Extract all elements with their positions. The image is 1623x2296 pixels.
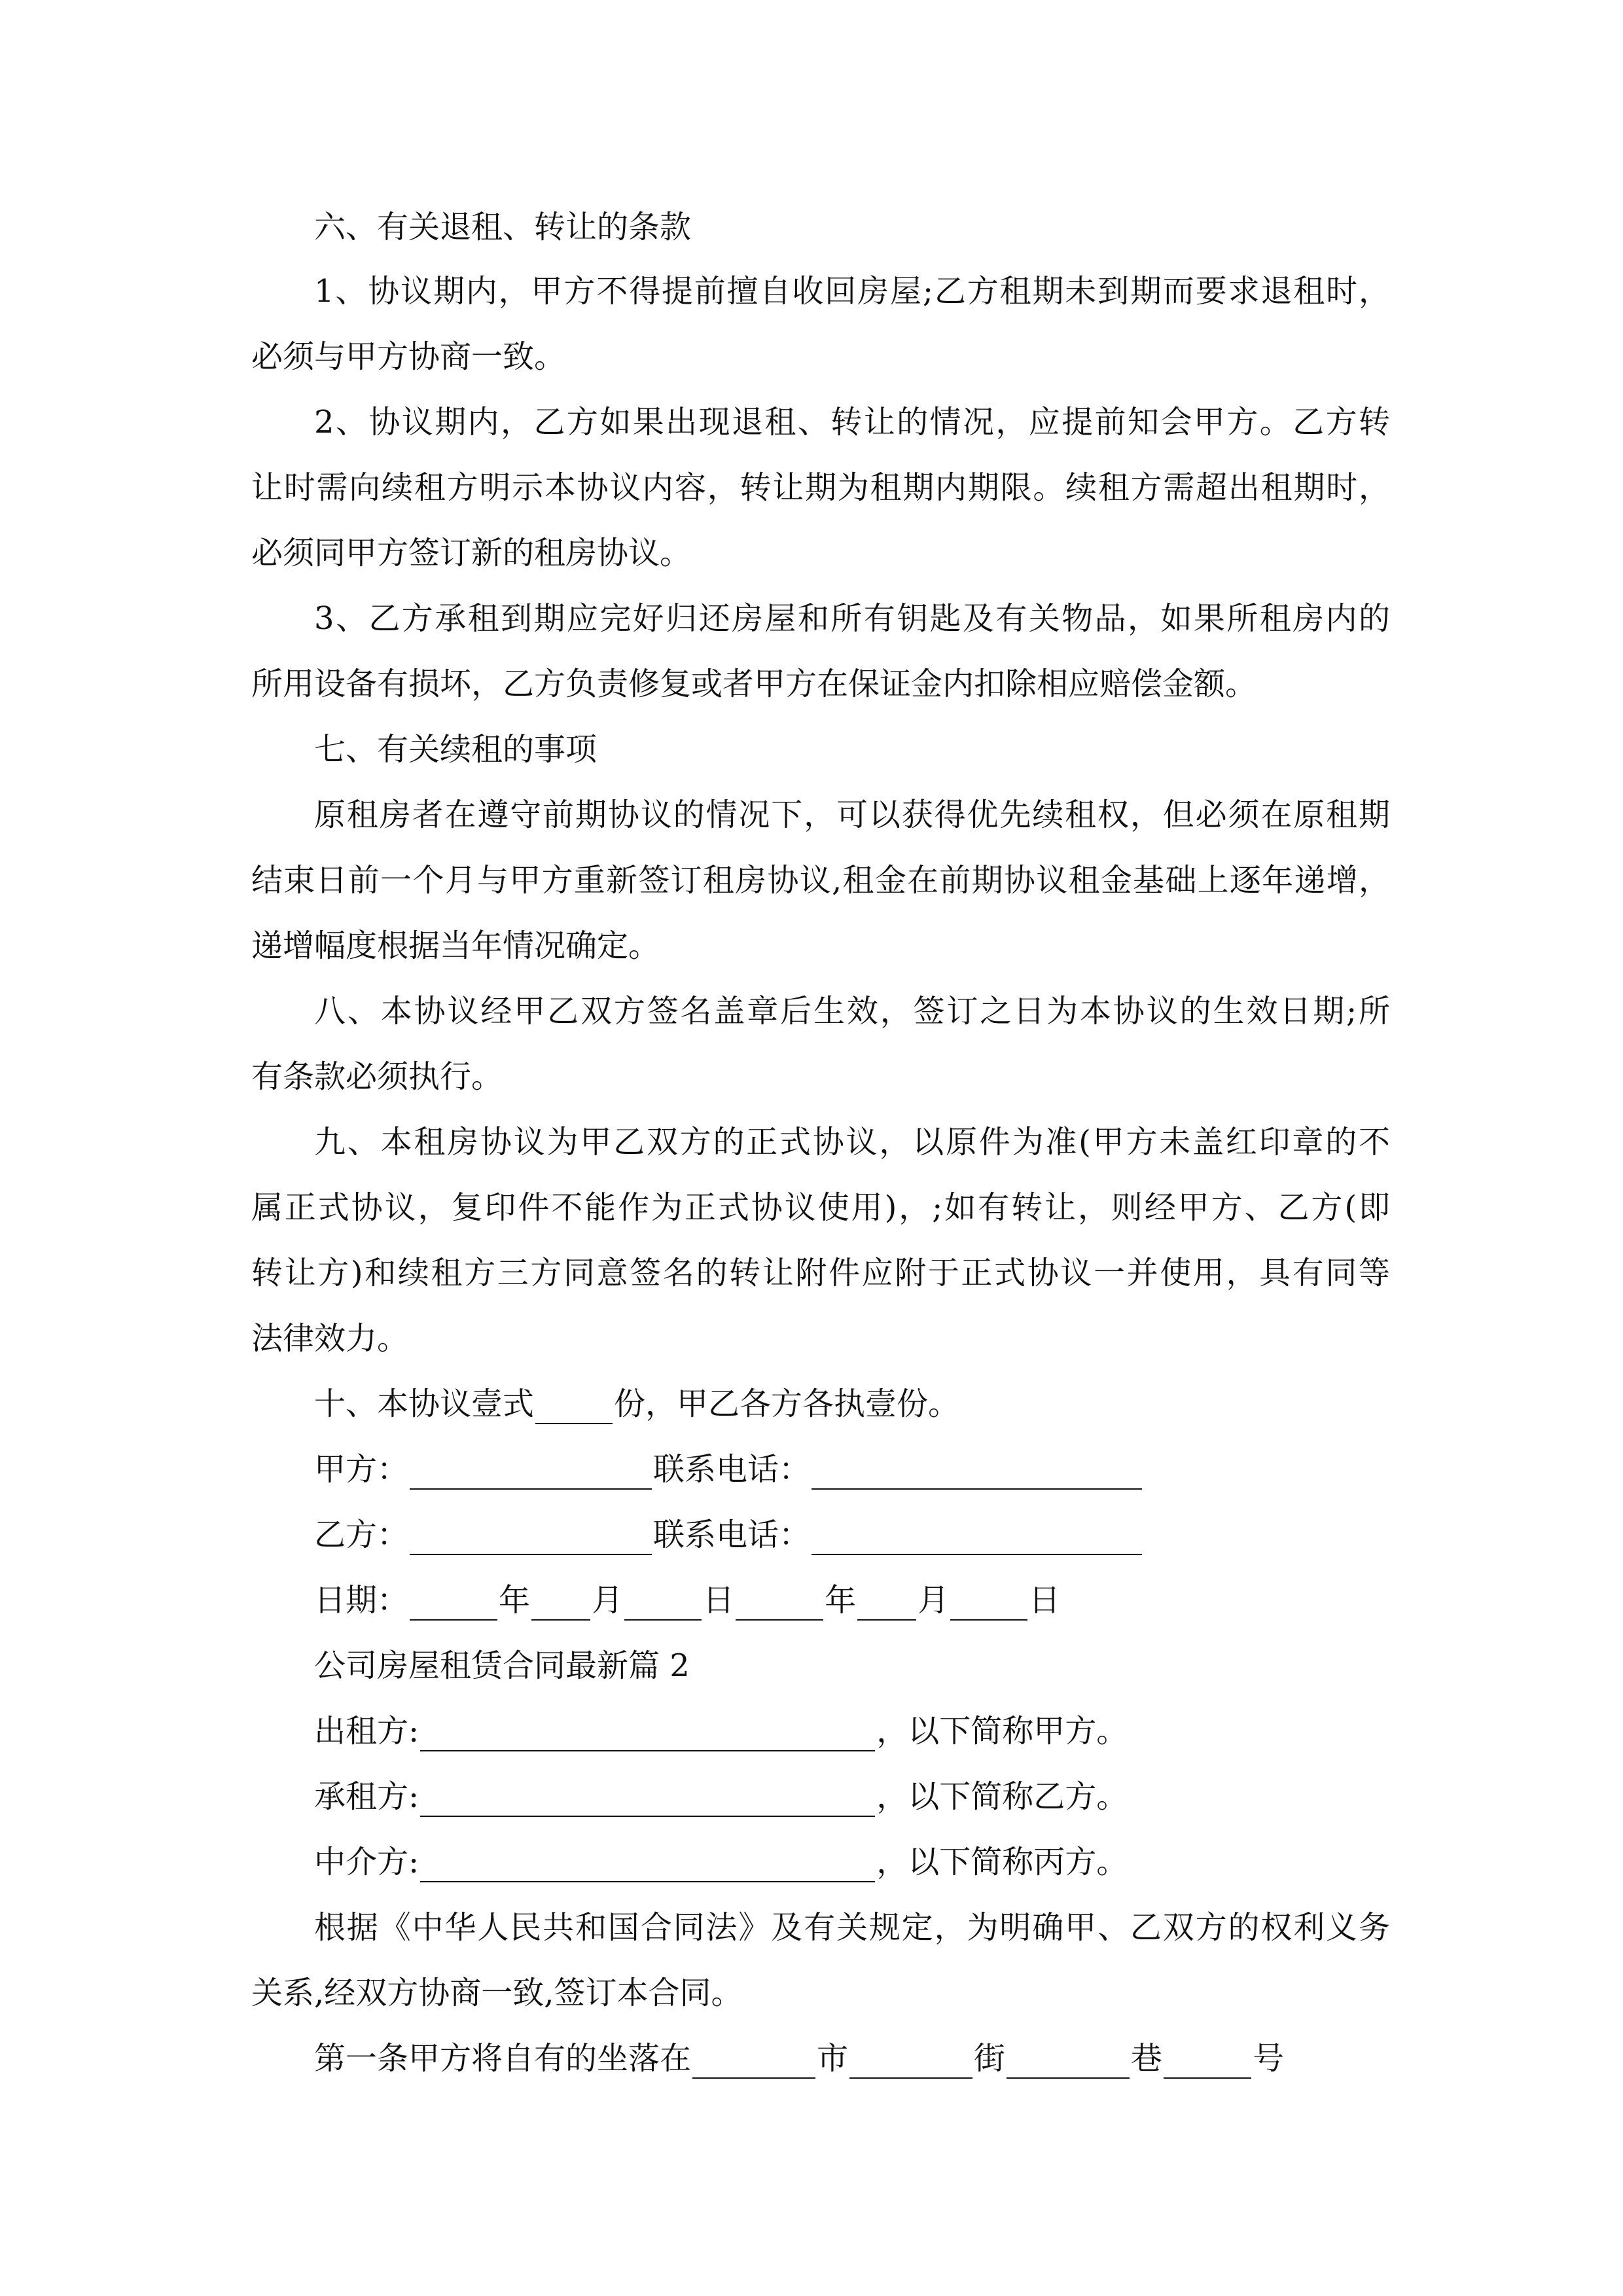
party-b-phone-blank[interactable] (812, 1521, 1142, 1555)
section-9-line-1: 九、本租房协议为甲乙双方的正式协议，以原件为准(甲方未盖红印章的不 (314, 1124, 1390, 1160)
section-6-clause-3-line-2: 所用设备有损坏，乙方负责修复或者甲方在保证金内扣除相应赔偿金额。 (251, 666, 1257, 702)
party-b-signature-row (314, 1515, 1390, 1555)
section-6-clause-3-line-1: 3、乙方承租到期应完好归还房屋和所有钥匙及有关物品，如果所租房内的 (314, 600, 1390, 637)
preamble-line-1: 根据《中华人民共和国合同法》及有关规定，为明确甲、乙双方的权利义务 (314, 1909, 1390, 1946)
section-9-line-2: 属正式协议，复印件不能作为正式协议使用)，;如有转让，则经甲方、乙方(即 (251, 1189, 1390, 1226)
contract-2-title: 公司房屋租赁合同最新篇 2 (314, 1647, 690, 1684)
city-label: 市 (817, 2040, 849, 2077)
lessee-suffix: ，以下简称乙方。 (876, 1778, 1128, 1815)
section-7-line-3: 递增幅度根据当年情况确定。 (251, 927, 660, 964)
day-blank-2[interactable] (950, 1587, 1027, 1621)
year-blank-2[interactable] (736, 1587, 823, 1621)
section-8-line-1: 八、本协议经甲乙双方签名盖章后生效，签订之日为本协议的生效日期;所 (314, 993, 1390, 1030)
article-1-prefix: 第一条甲方将自有的坐落在 (314, 2040, 692, 2077)
section-6-clause-2-line-1: 2、协议期内，乙方如果出现退租、转让的情况，应提前知会甲方。乙方转 (314, 404, 1390, 440)
agent-row (314, 1842, 1390, 1882)
lessee-label: 承租方: (314, 1778, 419, 1815)
month-label-1: 月 (592, 1582, 624, 1619)
lessor-suffix: ，以下简称甲方。 (876, 1713, 1128, 1749)
month-label-2: 月 (918, 1582, 950, 1619)
party-a-signature-row (314, 1449, 1390, 1490)
street-blank[interactable] (849, 2045, 972, 2079)
party-a-label: 甲方： (314, 1451, 409, 1488)
lessor-label: 出租方: (314, 1713, 419, 1749)
lessor-name-blank[interactable] (420, 1717, 875, 1751)
year-label-1: 年 (499, 1582, 531, 1619)
year-blank-1[interactable] (410, 1587, 497, 1621)
party-b-phone-label: 联系电话： (653, 1516, 811, 1553)
signing-date-row (314, 1580, 1390, 1621)
party-a-phone-blank[interactable] (812, 1456, 1142, 1490)
section-6-clause-2-line-2: 让时需向续租方明示本协议内容，转让期为租期内期限。续租方需超出租期时， (251, 469, 1390, 506)
party-b-label: 乙方： (314, 1516, 409, 1553)
section-6-heading: 六、有关退租、转让的条款 (314, 209, 692, 245)
preamble-line-2: 关系,经双方协商一致,签订本合同。 (251, 1975, 743, 2011)
agent-name-blank[interactable] (420, 1848, 875, 1882)
section-7-line-1: 原租房者在遵守前期协议的情况下，可以获得优先续租权，但必须在原租期 (314, 797, 1390, 833)
section-7-line-2: 结束日前一个月与甲方重新签订租房协议,租金在前期协议租金基础上逐年递增， (251, 862, 1390, 899)
party-b-name-blank[interactable] (410, 1521, 652, 1555)
section-9-line-3: 转让方)和续租方三方同意签名的转让附件应附于正式协议一并使用，具有同等 (251, 1255, 1390, 1291)
lane-label: 巷 (1131, 2040, 1163, 2077)
copies-suffix: 份，甲乙各方各执壹份。 (614, 1386, 960, 1422)
lessee-row (314, 1776, 1390, 1817)
day-blank-1[interactable] (624, 1587, 702, 1621)
number-blank[interactable] (1164, 2045, 1251, 2079)
section-7-heading: 七、有关续租的事项 (314, 731, 597, 768)
lessee-name-blank[interactable] (420, 1783, 875, 1817)
month-blank-2[interactable] (857, 1587, 916, 1621)
number-label: 号 (1253, 2040, 1285, 2077)
lessor-row (314, 1711, 1390, 1751)
agent-label: 中介方: (314, 1844, 419, 1880)
article-1-address (314, 2038, 1390, 2079)
day-label-2: 日 (1029, 1582, 1061, 1619)
month-blank-1[interactable] (531, 1587, 590, 1621)
year-label-2: 年 (825, 1582, 857, 1619)
section-9-line-4: 法律效力。 (251, 1320, 409, 1357)
city-blank[interactable] (692, 2045, 815, 2079)
party-a-phone-label: 联系电话： (653, 1451, 811, 1488)
party-a-name-blank[interactable] (410, 1456, 652, 1490)
lane-blank[interactable] (1007, 2045, 1130, 2079)
day-label-1: 日 (703, 1582, 735, 1619)
section-6-clause-2-line-3: 必须同甲方签订新的租房协议。 (251, 535, 692, 571)
agent-suffix: ，以下简称丙方。 (876, 1844, 1128, 1880)
street-label: 街 (974, 2040, 1006, 2077)
date-label: 日期： (314, 1582, 409, 1619)
section-6-clause-1-line-1: 1、协议期内，甲方不得提前擅自收回房屋;乙方租期未到期而要求退租时， (314, 273, 1390, 310)
copies-count-blank[interactable] (535, 1390, 613, 1424)
section-10-copies (314, 1384, 1390, 1424)
section-8-line-2: 有条款必须执行。 (251, 1058, 503, 1095)
copies-prefix: 十、本协议壹式 (314, 1386, 535, 1422)
section-6-clause-1-line-2: 必须与甲方协商一致。 (251, 338, 566, 375)
